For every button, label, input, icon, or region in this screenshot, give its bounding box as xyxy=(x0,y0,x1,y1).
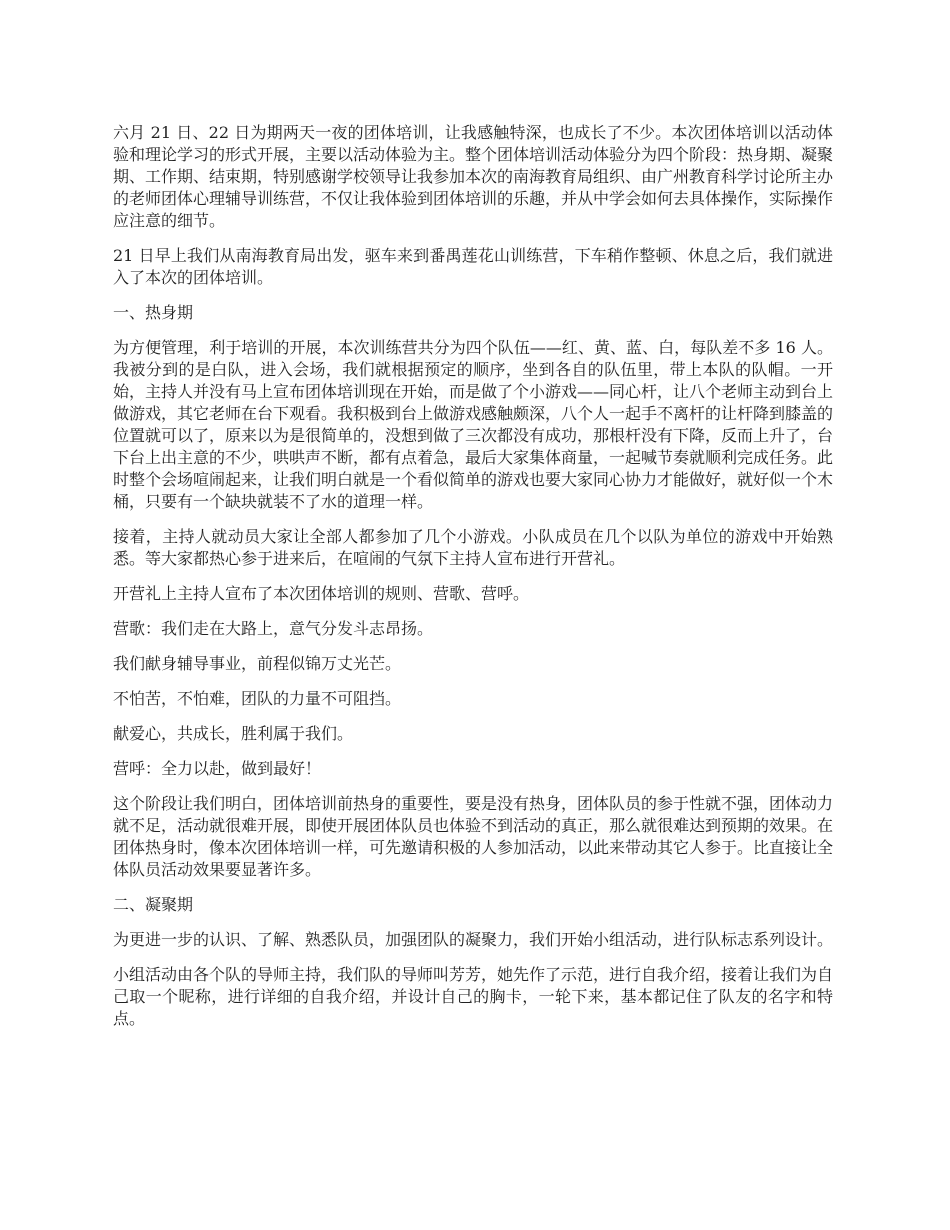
camp-song-line-1: 营歌：我们走在大路上，意气分发斗志昂扬。 xyxy=(113,619,434,638)
camp-slogan: 营呼：全力以赴，做到最好！ xyxy=(113,759,322,778)
paragraph-opening-ceremony: 开营礼上主持人宣布了本次团体培训的规则、营歌、营呼。 xyxy=(113,584,530,603)
camp-song-line-3: 不怕苦，不怕难，团队的力量不可阻挡。 xyxy=(113,689,402,708)
camp-song-line-2: 我们献身辅导事业，前程似锦万丈光芒。 xyxy=(113,654,402,673)
paragraph-warmup-games: 接着，主持人就动员大家让全部人都参加了几个小游戏。小队成员在几个以队为单位的游戏中开始熟悉。等大家都热心参于进来后，在喧闹的气氛下主持人宣布进行开营礼。 xyxy=(113,527,833,568)
camp-song-line-4: 献爱心，共成长，胜利属于我们。 xyxy=(113,724,354,743)
paragraph-warmup-summary: 这个阶段让我们明白，团体培训前热身的重要性，要是没有热身，团体队员的参于性就不强，团体动力就不足，活动就很难开展，即使开展团体队员也体验不到活动的真正，那么就很难达到预期的效果。在团体热身时，像本次团体培训一样，可先邀请积极的人参加活动，以此来带动其它人参于。比直接让全体队员活动效果要显著许多。 xyxy=(113,794,834,879)
paragraph-warmup-game: 为方便管理，利于培训的开展，本次训练营共分为四个队伍——红、黄、蓝、白，每队差不多 16 人。我被分到的是白队，进入会场，我们就根据预定的顺序，坐到各自的队伍里，带上本队的队帽。一开始，主持人并没有马上宣布团体培训现在开始，而是做了个小游戏——同心杆，让八个老师主动到台上做游戏，其它老师在台下观看。我积极到台上做游戏感触颇深，八个人一起手不离杆的让杆降到膝盖的位置就可以了，原来以为是很简单的，没想到做了三次都没有成功，那根杆没有下降，反而上升了，台下台上出主意的不少，哄哄声不断，都有点着急，最后大家集体商量，一起喊节奏就顺利完成任务。此时整个会场喧闹起来，让我们明白就是一个看似简单的游戏也要大家同心协力才能做好，就好似一个木桶，只要有一个缺块就装不了水的道理一样。 xyxy=(113,338,834,511)
paragraph-cohesion-intro: 为更进一步的认识、了解、熟悉队员，加强团队的凝聚力，我们开始小组活动，进行队标志系列设计。 xyxy=(113,930,834,949)
paragraph-departure: 21 日早上我们从南海教育局出发，驱车来到番禺莲花山训练营，下车稍作整顿、休息之后，我们就进入了本次的团体培训。 xyxy=(113,246,833,287)
paragraph-group-activity: 小组活动由各个队的导师主持，我们队的导师叫芳芳，她先作了示范，进行自我介绍，接着让我们为自己取一个昵称，进行详细的自我介绍，并设计自己的胸卡，一轮下来，基本都记住了队友的名字和特点。 xyxy=(113,965,834,1028)
section-heading-cohesion: 二、凝聚期 xyxy=(113,895,194,914)
section-heading-warmup: 一、热身期 xyxy=(113,303,194,322)
paragraph-intro: 六月 21 日、22 日为期两天一夜的团体培训，让我感触特深，也成长了不少。本次团体培训以活动体验和理论学习的形式开展，主要以活动体验为主。整个团体培训活动体验分为四个阶段：热身期、凝聚期、工作期、结束期，特别感谢学校领导让我参加本次的南海教育局组织、由广州教育科学讨论所主办的老师团体心理辅导训练营，不仅让我体验到团体培训的乐趣，并从中学会如何去具体操作，实际操作应注意的细节。 xyxy=(113,123,834,230)
document-body xyxy=(113,122,833,1043)
